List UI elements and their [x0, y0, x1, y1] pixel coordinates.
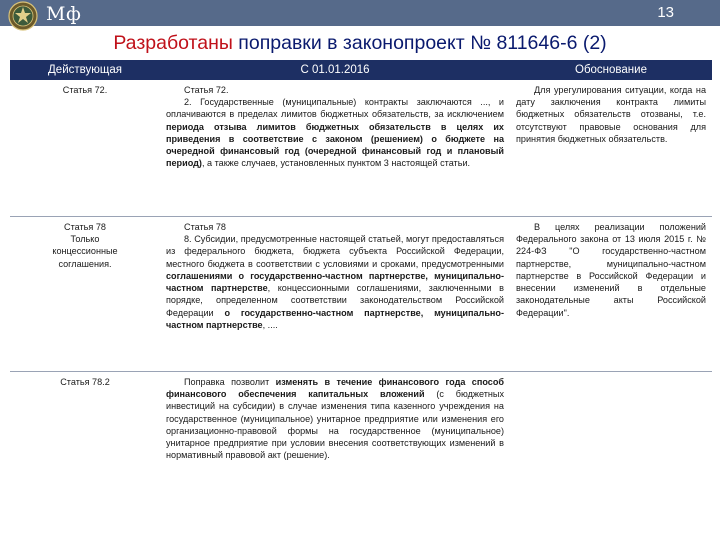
cell-new: [160, 217, 510, 372]
table-header-row: [10, 60, 712, 80]
reason-text: В целях реализации положений Федерального закона от 13 июля 2015 г. № 224-ФЗ "О государственно-частном партнерстве, муниципально-частном партнерстве в Российской Федерации и внесении изменений в отдельные законодательные акты Российской Федерации".: [516, 222, 706, 318]
cell-current: [10, 217, 160, 372]
reason-text: Для урегулирования ситуации, когда на дату заключения контракта лимиты бюджетных обязательств отозваны, т.е. отсутствуют правовые основания для принятия бюджетных обязательств.: [516, 85, 706, 144]
brand-name: Мф: [46, 3, 82, 25]
comparison-table: [10, 60, 712, 510]
cell-new: [160, 372, 510, 511]
new-text-bold: о государственно-частном партнерстве, муниципально-частном партнерстве: [166, 307, 504, 330]
new-text: [166, 376, 504, 462]
current-line: Статья 72.: [62, 85, 108, 95]
new-text-part: , а также случаев, установленных пунктом 3 настоящей статьи.: [201, 158, 471, 169]
table-row: [10, 372, 712, 511]
cell-current: [10, 372, 160, 511]
new-text-part: , ....: [262, 319, 278, 330]
new-text: [166, 233, 504, 331]
column-header-new: С 01.01.2016: [160, 60, 510, 80]
current-line: Статья 78.2: [60, 377, 110, 387]
new-text-bold: периода отзыва лимитов бюджетных обязательств в целях их приведения в соответствие с законом (решением) о бюджете на очередной финансовый год (очередной финансовый год и плановый период): [166, 121, 504, 169]
new-text-part: , концессионными соглашениями, заключенными в порядке, определенном соответствии законодательством Российской Федерации: [166, 283, 504, 318]
page-title: [0, 32, 720, 55]
title-accent: Разработаны: [113, 32, 233, 54]
current-line: Только: [70, 234, 100, 245]
page-number: 13: [657, 4, 674, 21]
cell-new: [160, 80, 510, 217]
top-bar: [0, 0, 720, 26]
new-text-bold: соглашениями о государственно-частном партнерстве, муниципально-частном партнерстве: [166, 270, 504, 294]
current-line: концессионные: [52, 246, 118, 257]
new-text-part: 2. Государственные (муниципальные) контракты заключаются ..., и оплачиваются в пределах лимитов бюджетных обязательств, за исключением: [166, 97, 504, 120]
new-heading: Статья 72.: [184, 85, 229, 95]
title-rest: поправки в законопроект № 811646-6 (2): [232, 32, 607, 54]
column-header-reason: Обоснование: [510, 60, 712, 80]
cell-reason: [510, 80, 712, 217]
cell-reason: [510, 217, 712, 372]
cell-current: [10, 80, 160, 217]
new-text-bold: изменять в течение финансового года способ финансового обеспечения капитальных вложений: [166, 377, 504, 400]
table-row: [10, 80, 712, 217]
table-row: [10, 217, 712, 372]
column-header-current: Действующая: [10, 60, 160, 80]
new-heading: Статья 78: [184, 222, 226, 232]
new-text-part: (с бюджетных инвестиций на субсидии) в случае изменения типа казенного учреждения на государственное (муниципальное) унитарное предприятие или изменения его организационно-правовой формы на государственное (муниципальное) унитарное предприятие при условии внесения соответствующих изменений в нормативный правовой акт (решение).: [166, 389, 504, 461]
current-line: Статья 78: [64, 222, 106, 232]
current-line: соглашения.: [58, 258, 112, 269]
cell-reason: [510, 372, 712, 511]
emblem-icon: [8, 1, 38, 31]
new-text: [166, 96, 504, 169]
new-text-part: Поправка позволит: [184, 377, 276, 387]
new-text-part: 8. Субсидии, предусмотренные настоящей статьей, могут предоставляться из федерального бюджета, бюджета субъекта Российской Федерации, местного бюджета в соответствии с условиями и сроками, предусмотренными: [166, 234, 504, 269]
